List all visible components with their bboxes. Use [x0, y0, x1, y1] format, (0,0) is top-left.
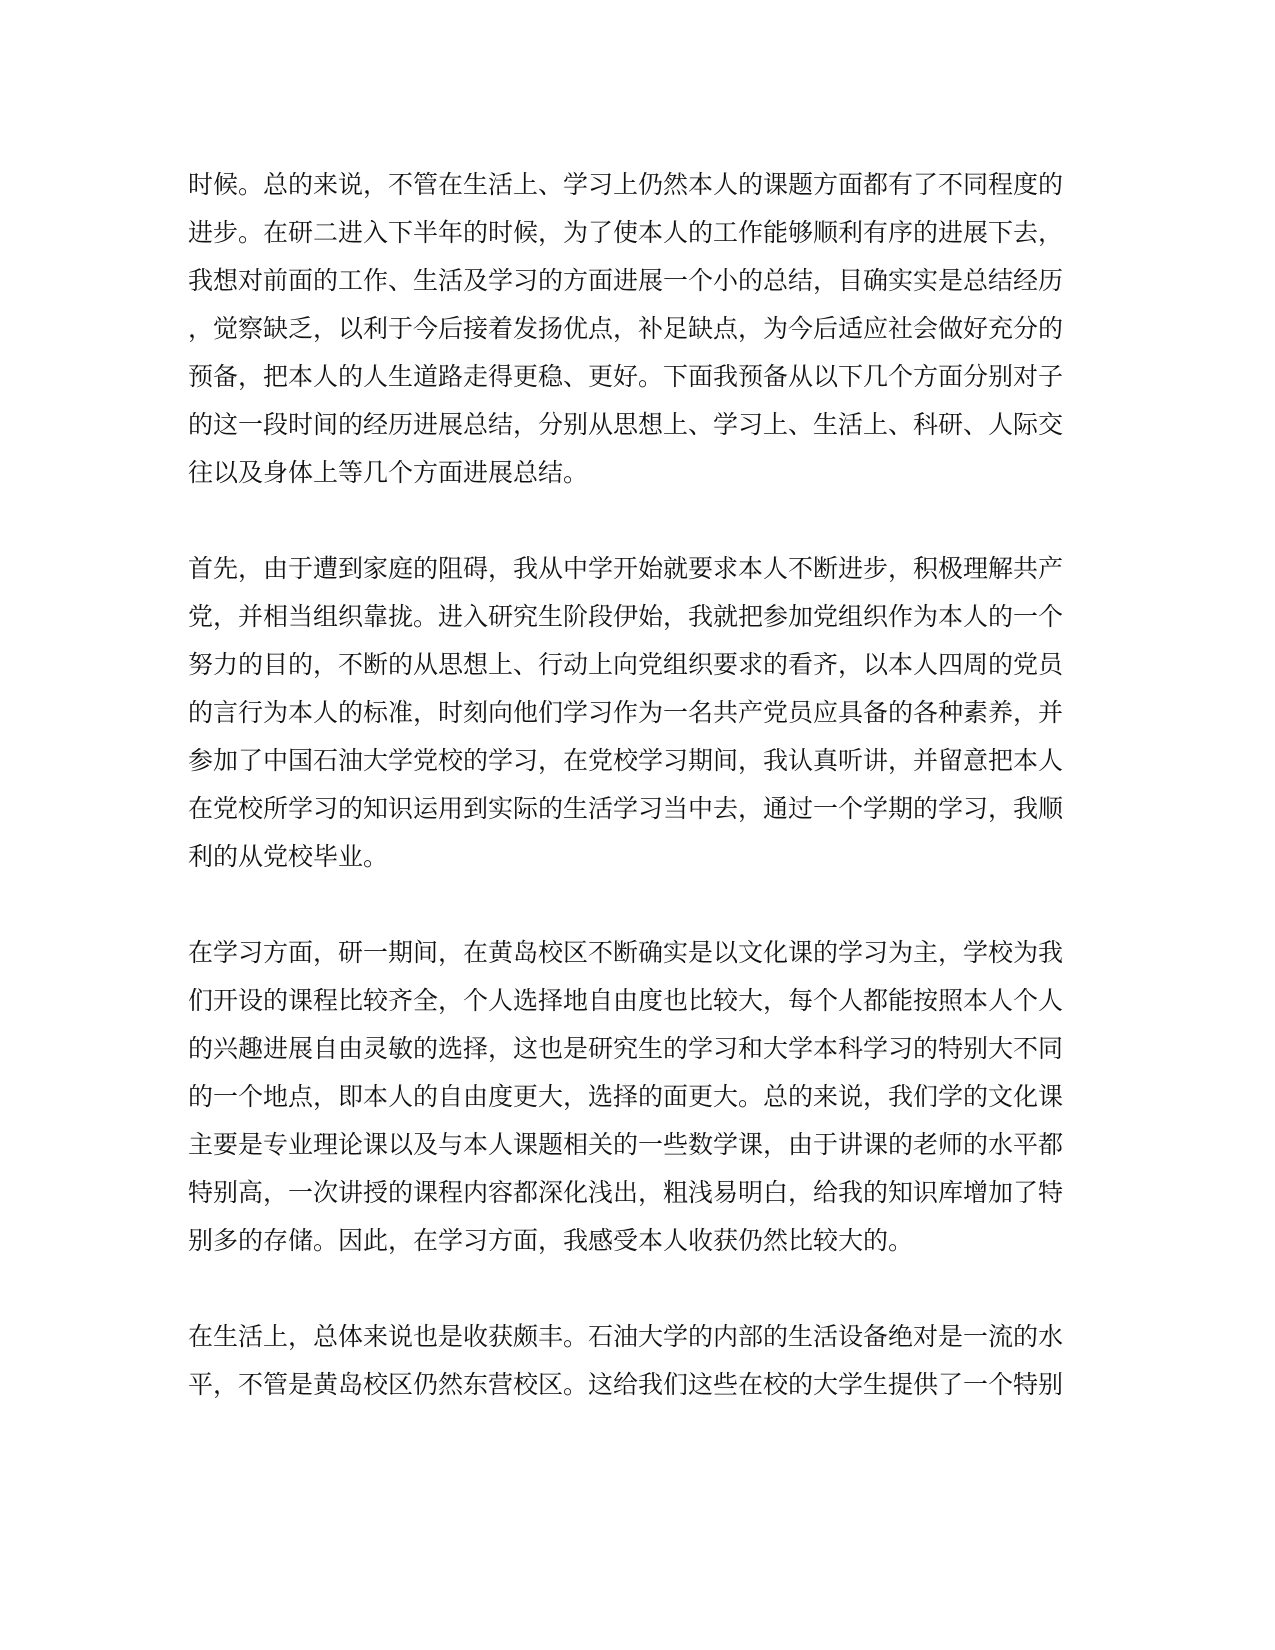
text-line: 的言行为本人的标准，时刻向他们学习作为一名共产党员应具备的各种素养，并: [188, 698, 1064, 727]
text-line: 努力的目的，不断的从思想上、行动上向党组织要求的看齐，以本人四周的党员: [188, 650, 1064, 679]
text-line: 在生活上，总体来说也是收获颇丰。石油大学的内部的生活设备绝对是一流的水: [188, 1322, 1064, 1351]
text-line: 往以及身体上等几个方面进展总结。: [188, 458, 589, 487]
text-line: 进步。在研二进入下半年的时候，为了使本人的工作能够顺利有序的进展下去，: [188, 218, 1064, 247]
paragraph-study: [188, 929, 1088, 1265]
text-line: 首先，由于遭到家庭的阻碍，我从中学开始就要求本人不断进步，积极理解共产: [188, 554, 1064, 583]
text-line: 参加了中国石油大学党校的学习，在党校学习期间，我认真听讲，并留意把本人: [188, 746, 1064, 775]
text-line: 预备，把本人的人生道路走得更稳、更好。下面我预备从以下几个方面分别对子: [188, 362, 1064, 391]
text-line: 的兴趣进展自由灵敏的选择，这也是研究生的学习和大学本科学习的特别大不同: [188, 1034, 1064, 1063]
text-line: 别多的存储。因此，在学习方面，我感受本人收获仍然比较大的。: [188, 1226, 914, 1255]
text-line: 的一个地点，即本人的自由度更大，选择的面更大。总的来说，我们学的文化课: [188, 1082, 1064, 1111]
text-line: 主要是专业理论课以及与本人课题相关的一些数学课，由于讲课的老师的水平都: [188, 1130, 1064, 1159]
text-line: 平，不管是黄岛校区仍然东营校区。这给我们这些在校的大学生提供了一个特别: [188, 1370, 1064, 1399]
text-line: 时候。总的来说，不管在生活上、学习上仍然本人的课题方面都有了不同程度的: [188, 170, 1064, 199]
paragraph-political-thought: [188, 545, 1088, 881]
text-line: 在学习方面，研一期间，在黄岛校区不断确实是以文化课的学习为主，学校为我: [188, 938, 1064, 967]
text-line: 特别高，一次讲授的课程内容都深化浅出，粗浅易明白，给我的知识库增加了特: [188, 1178, 1064, 1207]
text-line: 我想对前面的工作、生活及学习的方面进展一个小的总结，目确实实是总结经历: [188, 266, 1064, 295]
text-line: 利的从党校毕业。: [188, 842, 389, 871]
text-line: 的这一段时间的经历进展总结，分别从思想上、学习上、生活上、科研、人际交: [188, 410, 1064, 439]
text-line: ，觉察缺乏，以利于今后接着发扬优点，补足缺点，为今后适应社会做好充分的: [188, 314, 1064, 343]
paragraph-life: [188, 1313, 1088, 1409]
text-line: 党，并相当组织靠拢。进入研究生阶段伊始，我就把参加党组织作为本人的一个: [188, 602, 1064, 631]
text-line: 在党校所学习的知识运用到实际的生活学习当中去，通过一个学期的学习，我顺: [188, 794, 1064, 823]
paragraph-intro-summary: [188, 161, 1088, 497]
text-line: 们开设的课程比较齐全，个人选择地自由度也比较大，每个人都能按照本人个人: [188, 986, 1064, 1015]
